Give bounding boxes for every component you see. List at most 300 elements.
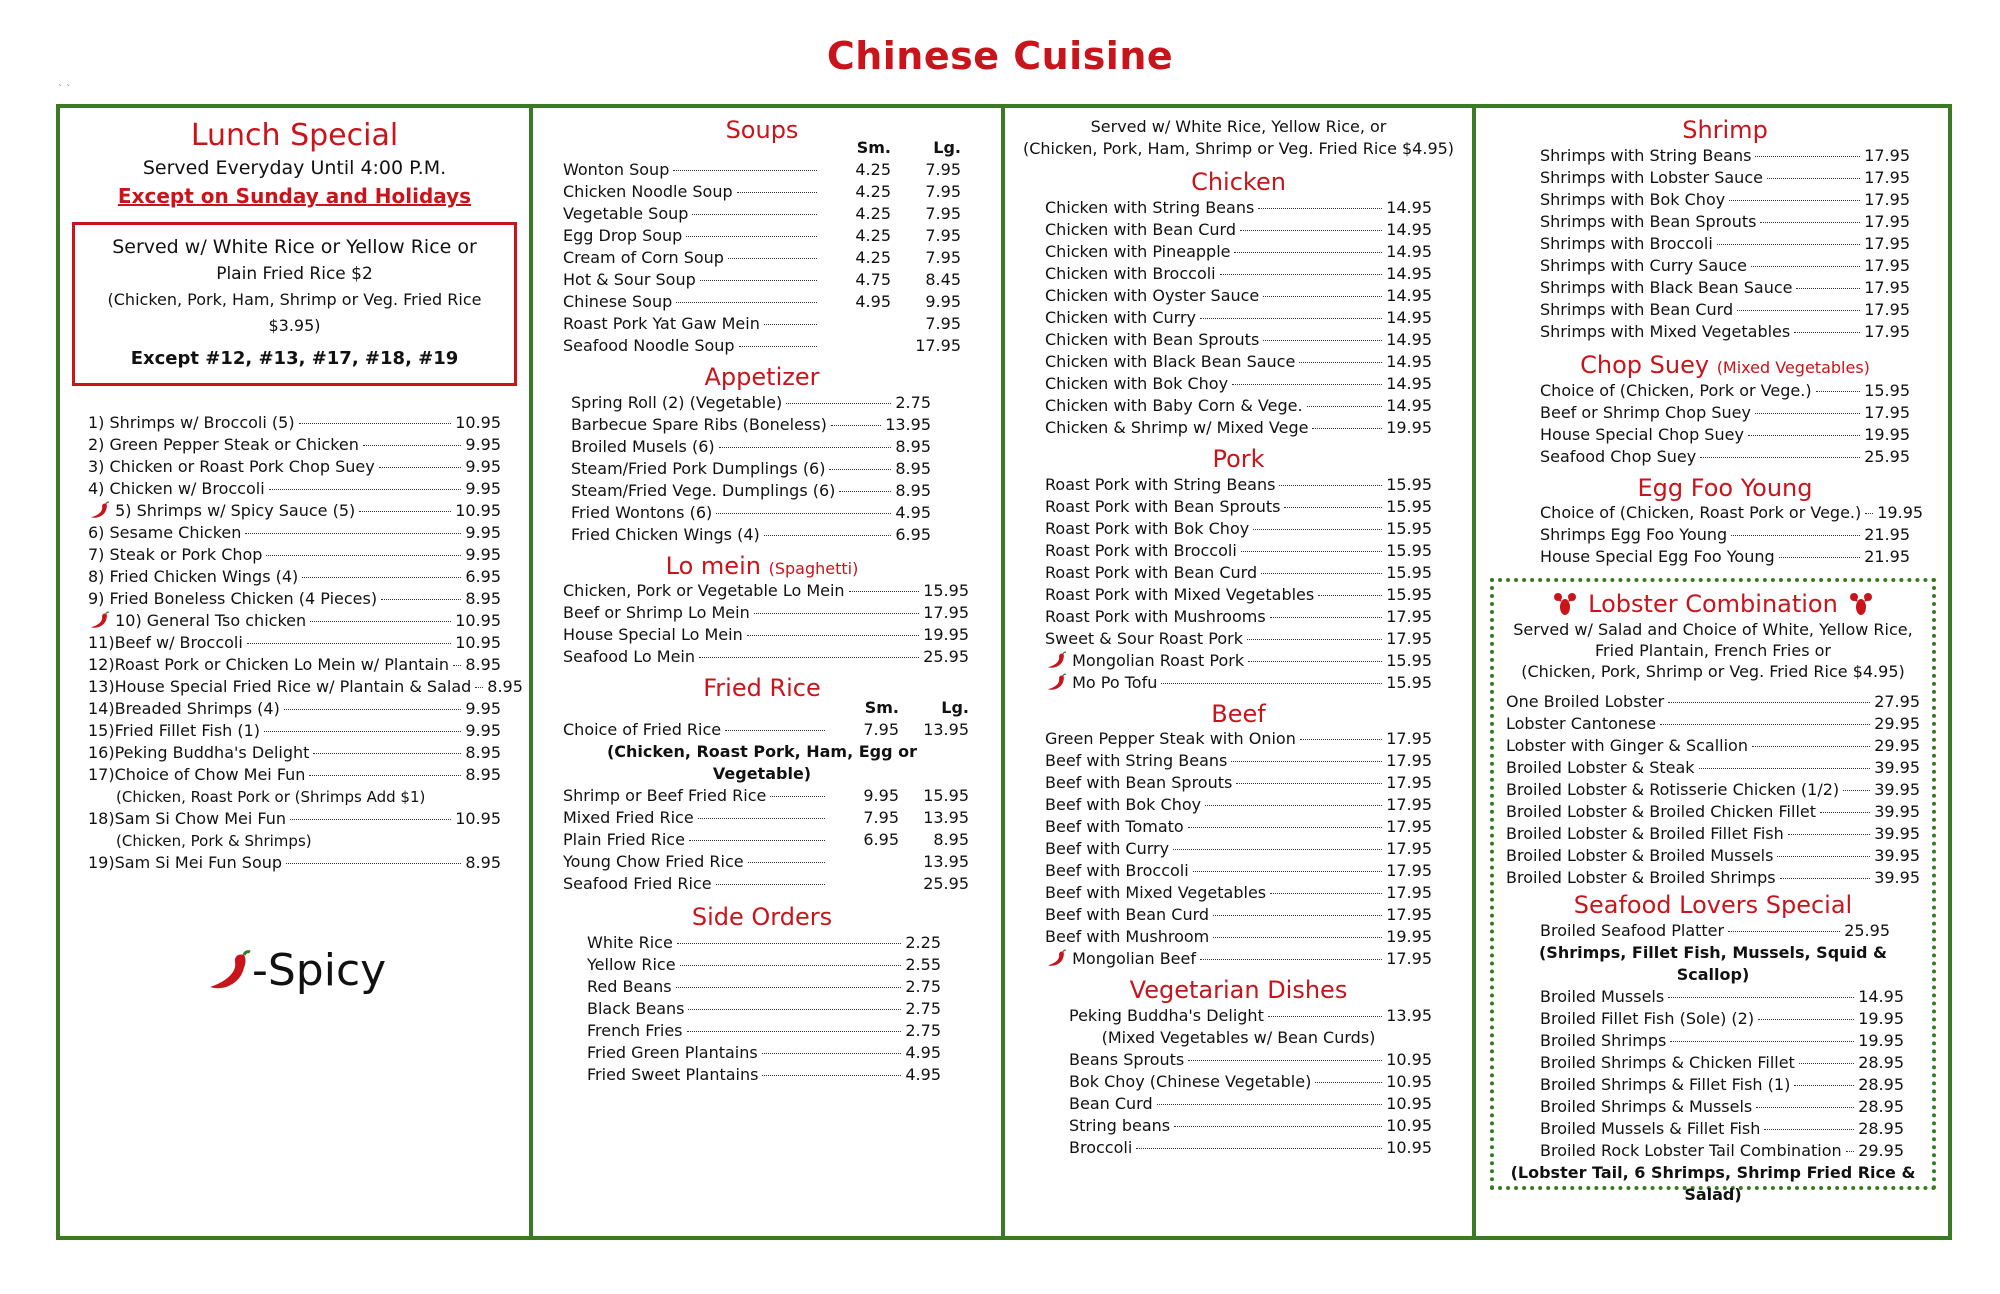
friedrice-first — [563, 719, 969, 741]
menu-item-label: Roast Pork with Mushrooms — [1045, 606, 1266, 626]
dot-leader — [1751, 266, 1860, 267]
menu-item-name — [1045, 584, 1314, 606]
menu-item — [1069, 1137, 1432, 1159]
menu-item — [1540, 424, 1910, 446]
lobster-combination-box — [1490, 578, 1936, 1204]
dot-leader — [1752, 746, 1870, 747]
menu-item-price: 17.95 — [1864, 233, 1910, 253]
veg-note: (Mixed Vegetables w/ Bean Curds) — [1101, 1028, 1376, 1048]
dot-leader — [1748, 435, 1860, 436]
spicy-legend — [204, 946, 386, 996]
menu-item-label: Chicken with Pineapple — [1045, 241, 1231, 261]
menu-item-label: Broiled Fillet Fish (Sole) (2) — [1540, 1008, 1755, 1028]
menu-item — [1540, 1030, 1904, 1052]
menu-item-label: Broccoli — [1069, 1138, 1133, 1158]
menu-item-label: Broiled Lobster & Broiled Mussels — [1506, 845, 1774, 865]
menu-item-price: 9.95 — [465, 435, 501, 454]
chopsuey-list — [1540, 380, 1910, 468]
menu-item-name — [1045, 373, 1228, 395]
menu-item-name — [1045, 606, 1266, 628]
dot-leader — [1188, 1060, 1382, 1061]
menu-item — [563, 181, 961, 203]
menu-item-price: 17.95 — [923, 603, 969, 623]
dot-leader — [1193, 871, 1383, 872]
menu-item-name — [1540, 986, 1664, 1008]
menu-item-price: 25.95 — [923, 647, 969, 667]
menu-item-name — [88, 434, 359, 456]
menu-item-label: 19)Sam Si Mei Fun Soup — [88, 853, 283, 872]
menu-item-price-large: 8.45 — [925, 269, 961, 289]
menu-item — [571, 524, 931, 546]
menu-item-label: Choice of Fried Rice — [563, 720, 722, 740]
menu-item-price: 39.95 — [1874, 823, 1920, 843]
dot-leader — [764, 535, 892, 536]
menu-item — [88, 676, 523, 698]
menu-item — [1045, 926, 1432, 948]
menu-item — [1540, 986, 1904, 1008]
menu-item-name — [1540, 1140, 1842, 1162]
menu-item-label: Fried Chicken Wings (4) — [571, 524, 760, 544]
menu-item-name — [1045, 628, 1243, 650]
menu-item-price: 15.95 — [1386, 672, 1432, 692]
menu-item — [1540, 321, 1910, 343]
menu-item-label: Mixed Fried Rice — [563, 808, 694, 828]
menu-item-name — [1069, 1071, 1311, 1093]
menu-item — [587, 954, 941, 976]
menu-item-price-large: 7.95 — [925, 159, 961, 179]
menu-item-label: Lobster Cantonese — [1506, 713, 1657, 733]
menu-item-label: 16)Peking Buddha's Delight — [88, 743, 310, 762]
menu-item-name — [1540, 402, 1751, 424]
menu-item — [1540, 524, 1910, 546]
menu-item-price: 14.95 — [1386, 285, 1432, 305]
menu-item-price: 17.95 — [1864, 145, 1910, 165]
menu-item-label: 17)Choice of Chow Mei Fun — [88, 765, 306, 784]
soups-list — [563, 159, 961, 357]
menu-item-name — [88, 500, 355, 522]
dot-leader — [302, 577, 461, 578]
menu-item — [1506, 867, 1920, 889]
lunch-box-except: Except #12, #13, #17, #18, #19 — [130, 348, 459, 369]
menu-item-name — [1506, 779, 1839, 801]
dot-leader — [284, 709, 462, 710]
menu-item-name — [1540, 446, 1696, 468]
dot-leader — [716, 884, 825, 885]
menu-item-label: Beef or Shrimp Chop Suey — [1540, 402, 1751, 422]
menu-item-price: 25.95 — [1844, 920, 1890, 940]
menu-item-name — [1540, 546, 1775, 568]
dot-leader — [1318, 595, 1382, 596]
menu-item-label: Roast Pork with Broccoli — [1045, 540, 1237, 560]
menu-item-label: 18)Sam Si Chow Mei Fun — [88, 809, 286, 828]
menu-item-price: 39.95 — [1874, 867, 1920, 887]
menu-item-label: Broiled Shrimps — [1540, 1030, 1667, 1050]
dot-leader — [673, 170, 817, 171]
menu-item-name — [563, 807, 694, 829]
menu-item-label: Chicken with Oyster Sauce — [1045, 285, 1260, 305]
menu-item-price: 19.95 — [1877, 503, 1924, 523]
chili-pepper-icon — [88, 611, 110, 629]
menu-item-name — [571, 458, 825, 480]
dot-leader — [1755, 413, 1860, 414]
menu-item-price: 15.95 — [1386, 540, 1432, 560]
menu-item — [88, 500, 501, 522]
menu-item-label: Seafood Fried Rice — [563, 874, 712, 894]
menu-item — [1045, 518, 1432, 540]
lomein-title — [563, 552, 961, 581]
menu-item-price-small: 4.25 — [855, 159, 891, 179]
menu-item-name — [1506, 867, 1776, 889]
menu-item — [1506, 801, 1920, 823]
menu-item-price: 27.95 — [1874, 691, 1920, 711]
menu-item — [1540, 546, 1910, 568]
menu-item — [1540, 1052, 1904, 1074]
dot-leader — [676, 302, 817, 303]
chili-pepper-icon — [88, 501, 110, 519]
dot-leader — [1731, 535, 1860, 536]
veg-title: Vegetarian Dishes — [1129, 976, 1348, 1005]
menu-item-label: 14)Breaded Shrimps (4) — [88, 699, 280, 718]
dot-leader — [1670, 1041, 1854, 1042]
col3-served-line: (Chicken, Pork, Ham, Shrimp or Veg. Fried Rice $4.95) — [1022, 139, 1455, 158]
menu-item-name — [1045, 750, 1227, 772]
menu-item-label: Broiled Lobster & Steak — [1506, 757, 1695, 777]
menu-item-name — [1045, 838, 1169, 860]
menu-item-label: Beef with Bean Curd — [1045, 905, 1210, 925]
menu-item — [1045, 351, 1432, 373]
menu-item — [587, 1064, 941, 1086]
dot-leader — [688, 1009, 901, 1010]
menu-item-label: House Special Egg Foo Young — [1540, 547, 1775, 567]
dot-leader — [1300, 739, 1382, 740]
menu-item-label: Fried Wontons (6) — [571, 502, 713, 522]
menu-item — [1045, 562, 1432, 584]
menu-item-price: 17.95 — [1386, 861, 1432, 881]
menu-item — [571, 436, 931, 458]
menu-item-label: Broiled Rock Lobster Tail Combination — [1540, 1140, 1842, 1160]
menu-item-label: Steam/Fried Pork Dumplings (6) — [571, 458, 826, 478]
lunch-column — [60, 104, 529, 1240]
menu-item-name — [563, 873, 712, 895]
menu-item — [1540, 1118, 1904, 1140]
dot-leader — [1794, 1085, 1854, 1086]
dot-leader — [1756, 1107, 1854, 1108]
menu-item-label: Beef with Bean Sprouts — [1045, 773, 1233, 793]
menu-item-price: 17.95 — [1386, 839, 1432, 859]
menu-item-price: 14.95 — [1386, 241, 1432, 261]
menu-item-label: Shrimps with String Beans — [1540, 145, 1752, 165]
menu-item-label: Roast Pork with Mixed Vegetables — [1045, 584, 1315, 604]
menu-item-name — [1045, 816, 1184, 838]
menu-item-name — [1045, 926, 1209, 948]
menu-item — [88, 852, 501, 874]
shrimp-title: Shrimp — [1682, 116, 1768, 144]
menu-item-price: 29.95 — [1858, 1140, 1904, 1160]
menu-item-label: Choice of (Chicken, Roast Pork or Vege.) — [1540, 503, 1862, 523]
menu-item-price: 8.95 — [465, 765, 501, 784]
menu-item-name — [1540, 1074, 1790, 1096]
veg-list — [1045, 1049, 1432, 1159]
dot-leader — [1240, 230, 1382, 231]
menu-item — [88, 522, 501, 544]
eggfoo-title: Egg Foo Young — [1637, 473, 1813, 502]
menu-item-price: 28.95 — [1858, 1096, 1904, 1116]
menu-item — [587, 1042, 941, 1064]
menu-item-label: Shrimps with Broccoli — [1540, 233, 1713, 253]
dot-leader — [313, 753, 461, 754]
menu-item-label: Chicken with Bean Sprouts — [1045, 329, 1260, 349]
menu-item-name — [1540, 145, 1751, 167]
menu-item-price: 19.95 — [1864, 424, 1910, 444]
dot-leader — [1737, 310, 1860, 311]
menu-item-price: 6.95 — [465, 567, 501, 586]
menu-item — [563, 624, 969, 646]
menu-item-label: Shrimps with Bean Sprouts — [1540, 211, 1757, 231]
chicken-title: Chicken — [1191, 168, 1286, 196]
menu-item-label: 13)House Special Fried Rice w/ Plantain & Salad — [88, 677, 472, 696]
dot-leader — [475, 687, 483, 688]
menu-item-label: Chicken Noodle Soup — [563, 181, 733, 201]
menu-item-label: Broiled Mussels — [1540, 986, 1665, 1006]
menu-item-price: 9.95 — [465, 721, 501, 740]
dot-leader — [762, 1053, 902, 1054]
dot-leader — [310, 621, 451, 622]
menu-item — [88, 544, 501, 566]
menu-item-price: 8.95 — [487, 677, 523, 696]
menu-item-price-large: 7.95 — [925, 225, 961, 245]
dot-leader — [725, 730, 825, 731]
menu-item — [1045, 285, 1432, 307]
dot-leader — [1780, 878, 1871, 879]
menu-item-price: 17.95 — [1864, 277, 1910, 297]
menu-item — [1045, 373, 1432, 395]
menu-item-price: 14.95 — [1386, 197, 1432, 217]
menu-item-name — [571, 480, 835, 502]
dot-leader — [309, 775, 461, 776]
menu-item — [1540, 446, 1910, 468]
menu-item — [1540, 277, 1910, 299]
dot-leader — [1161, 683, 1382, 684]
menu-item — [1540, 189, 1910, 211]
menu-item — [1506, 735, 1920, 757]
menu-item-name — [88, 566, 298, 588]
menu-item-price: 10.95 — [1386, 1050, 1432, 1070]
lobster-title-text: Lobster Combination — [1588, 590, 1838, 618]
lunch-except: Except on Sunday and Holidays — [117, 184, 472, 208]
menu-item — [563, 785, 969, 807]
dot-leader — [1263, 340, 1382, 341]
menu-item-price: 14.95 — [1386, 373, 1432, 393]
dot-leader — [299, 423, 452, 424]
menu-item-price: 15.95 — [1386, 518, 1432, 538]
lomein-list — [563, 580, 969, 668]
lobster-title — [1506, 590, 1920, 619]
menu-item-label: Mongolian Roast Pork — [1072, 650, 1245, 670]
menu-item — [1069, 1071, 1432, 1093]
menu-item-price: 17.95 — [1386, 751, 1432, 771]
menu-item-name — [1045, 860, 1189, 882]
menu-item-name — [88, 588, 377, 610]
menu-item-label: Shrimp or Beef Fried Rice — [563, 786, 767, 806]
menu-item — [1045, 750, 1432, 772]
menu-item — [1540, 167, 1910, 189]
menu-item-price: 2.55 — [905, 954, 941, 974]
soups-title: Soups — [725, 116, 799, 144]
menu-item-label: Chicken with Broccoli — [1045, 263, 1216, 283]
menu-item-price-small: 4.25 — [855, 247, 891, 267]
menu-item-name — [563, 580, 845, 602]
menu-item-price: 10.95 — [455, 611, 501, 630]
menu-item-label: Shrimps Egg Foo Young — [1540, 525, 1728, 545]
menu-item — [1045, 794, 1432, 816]
menu-item — [563, 313, 961, 335]
menu-item-label: Beef with Tomato — [1045, 817, 1184, 837]
menu-item-price-large: 7.95 — [925, 313, 961, 333]
menu-item-name — [1045, 474, 1275, 496]
menu-item-price: 15.95 — [1386, 562, 1432, 582]
menu-item-name — [88, 764, 305, 786]
menu-item — [587, 1020, 941, 1042]
menu-item-name — [1506, 801, 1816, 823]
menu-item-name — [1540, 233, 1713, 255]
menu-item-name — [563, 313, 760, 335]
menu-item-price-large: 7.95 — [925, 203, 961, 223]
lobster-served-line: Fried Plantain, French Fries or — [1595, 640, 1831, 660]
menu-item-label: Lobster with Ginger & Scallion — [1506, 735, 1748, 755]
menu-item — [1540, 502, 1924, 524]
dot-leader — [1779, 557, 1861, 558]
menu-item — [1045, 584, 1432, 606]
dot-leader — [1200, 959, 1382, 960]
menu-item-price: 8.95 — [465, 853, 501, 872]
menu-item-name — [563, 602, 750, 624]
menu-item-label: Broiled Musels (6) — [571, 436, 715, 456]
menu-item-price: 19.95 — [1858, 1030, 1904, 1050]
menu-item-name — [571, 436, 715, 458]
menu-item — [563, 602, 969, 624]
menu-item — [1045, 882, 1432, 904]
dot-leader — [1213, 937, 1382, 938]
menu-item — [1045, 606, 1432, 628]
menu-item — [1045, 474, 1432, 496]
dot-leader — [1241, 551, 1382, 552]
menu-item-price: 10.95 — [455, 633, 501, 652]
dot-leader — [1717, 244, 1860, 245]
menu-item-price: 8.95 — [465, 655, 501, 674]
dot-leader — [699, 657, 919, 658]
menu-item-price: 6.95 — [895, 524, 931, 544]
menu-item-price: 19.95 — [1858, 1008, 1904, 1028]
menu-item-price: 39.95 — [1874, 779, 1920, 799]
menu-item-price: 10.95 — [1386, 1094, 1432, 1114]
menu-item-price-large: 13.95 — [923, 852, 969, 872]
menu-item-name — [1540, 424, 1744, 446]
menu-item-label: Egg Drop Soup — [563, 225, 683, 245]
menu-item-price: 29.95 — [1874, 735, 1920, 755]
menu-item-name — [1540, 211, 1756, 233]
menu-item-price: 10.95 — [455, 413, 501, 432]
menu-item-subnote: (Chicken, Roast Pork or (Shrimps Add $1) — [116, 788, 426, 806]
menu-item-name — [1540, 255, 1747, 277]
menu-item-price: 8.95 — [895, 436, 931, 456]
menu-item-price: 17.95 — [1386, 606, 1432, 626]
lunch-rice-box — [72, 222, 517, 386]
dot-leader — [680, 965, 902, 966]
menu-item — [88, 610, 501, 632]
menu-item-price: 13.95 — [1386, 1006, 1432, 1026]
menu-item-name — [1045, 650, 1244, 672]
menu-item — [563, 269, 961, 291]
dot-leader — [1820, 812, 1870, 813]
menu-item-name — [563, 646, 695, 668]
menu-item-name — [88, 808, 286, 830]
shrimp-list — [1540, 145, 1910, 343]
appetizer-title: Appetizer — [704, 362, 820, 391]
menu-item-name — [1540, 189, 1725, 211]
menu-item-price: 28.95 — [1858, 1052, 1904, 1072]
menu-item-label: Beef or Shrimp Lo Mein — [563, 603, 750, 623]
dot-leader — [1253, 529, 1382, 530]
menu-item-name — [563, 785, 766, 807]
menu-item-label: 15)Fried Fillet Fish (1) — [88, 721, 261, 740]
dot-leader — [290, 819, 451, 820]
menu-item-name — [563, 624, 743, 646]
menu-item-price: 17.95 — [1864, 211, 1910, 231]
menu-item-name — [1045, 219, 1236, 241]
menu-item-price-large: 17.95 — [915, 335, 961, 355]
dot-leader — [1205, 805, 1382, 806]
menu-item-price: 9.95 — [465, 699, 501, 718]
size-small-label: Sm. — [864, 698, 899, 718]
menu-item-name — [1540, 299, 1733, 321]
menu-item-name — [1045, 329, 1259, 351]
menu-item-label: Chicken with Bok Choy — [1045, 373, 1229, 393]
menu-item-name — [563, 159, 669, 181]
menu-item-price: 2.25 — [905, 932, 941, 952]
menu-item-price: 2.75 — [905, 976, 941, 996]
menu-item-price-large: 13.95 — [923, 808, 969, 828]
chopsuey-title-text: Chop Suey — [1580, 350, 1710, 379]
menu-item-price: 4.95 — [895, 502, 931, 522]
menu-item — [1540, 380, 1910, 402]
menu-item — [571, 458, 931, 480]
menu-item-name — [1045, 904, 1209, 926]
menu-item-name — [563, 181, 733, 203]
menu-item-label: Broiled Lobster & Broiled Fillet Fish — [1506, 823, 1784, 843]
dot-leader — [719, 447, 892, 448]
menu-item — [1045, 860, 1432, 882]
dot-leader — [1315, 1082, 1382, 1083]
menu-item — [88, 478, 501, 500]
menu-item — [563, 247, 961, 269]
lomein-subtitle: (Spaghetti) — [768, 558, 859, 578]
menu-item-name — [1506, 691, 1664, 713]
menu-item-name — [587, 954, 676, 976]
menu-item-label: 5) Shrimps w/ Spicy Sauce (5) — [115, 501, 356, 520]
size-large-label: Lg. — [933, 137, 961, 157]
menu-item-name — [587, 1020, 683, 1042]
menu-item-label: 6) Sesame Chicken — [88, 523, 242, 542]
menu-item-label: Hot & Sour Soup — [563, 269, 696, 289]
menu-item-name — [1506, 845, 1773, 867]
menu-item-label: Beans Sprouts — [1069, 1050, 1185, 1070]
menu-item-price-small: 6.95 — [863, 830, 899, 850]
menu-item-price: 17.95 — [1386, 905, 1432, 925]
menu-item-label: Chicken with Black Bean Sauce — [1045, 351, 1296, 371]
menu-item-name — [1045, 307, 1196, 329]
menu-item-name — [563, 851, 744, 873]
menu-item-name — [88, 610, 306, 632]
